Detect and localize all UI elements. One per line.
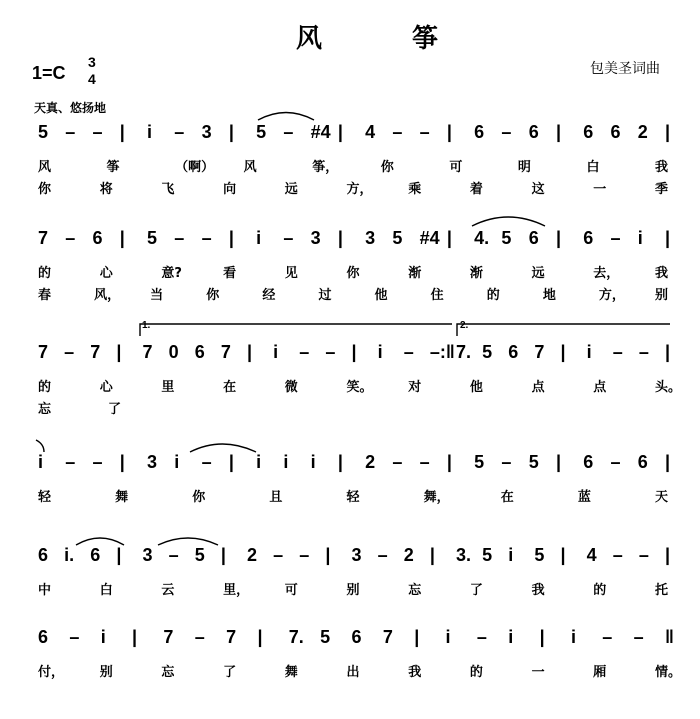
barline: | xyxy=(446,122,452,142)
composer-credit: 包美圣词曲 xyxy=(590,61,660,77)
barline: | xyxy=(228,452,234,472)
lyric-syllable: 你 xyxy=(380,160,394,175)
lyric-syllable: 付， xyxy=(38,665,65,680)
note: 5 xyxy=(482,545,493,565)
lyric-syllable: 舞 xyxy=(284,665,298,680)
note: 3 xyxy=(201,122,212,142)
note: – xyxy=(501,452,512,472)
lyric-syllable: 了 xyxy=(223,665,237,680)
note: 2 xyxy=(403,545,414,565)
barline: | xyxy=(539,627,545,647)
lyric-syllable: 在 xyxy=(500,490,514,505)
barline: | xyxy=(119,122,125,142)
note: 3 xyxy=(365,228,376,248)
tie-arc xyxy=(190,444,256,452)
lyric-syllable: 远 xyxy=(284,182,298,197)
note: – xyxy=(419,122,430,142)
lyric-syllable: 筝 xyxy=(106,160,120,175)
note: 3 xyxy=(351,545,362,565)
lyric-syllable: 向 xyxy=(223,182,237,197)
lyric-syllable: 微 xyxy=(284,380,298,395)
note: 7. xyxy=(456,342,472,362)
lyric-syllable: 在 xyxy=(223,380,237,395)
tie-arc xyxy=(76,538,124,545)
note: – xyxy=(610,452,621,472)
lyric-syllable: 的 xyxy=(38,380,52,395)
note: 7 xyxy=(226,627,237,647)
barline: | xyxy=(132,627,138,647)
note: – xyxy=(392,452,403,472)
lyric-syllable: 蓝 xyxy=(577,490,591,505)
note: 6 xyxy=(583,122,594,142)
tie-arc xyxy=(158,538,218,545)
lyric-syllable: 你 xyxy=(192,490,206,505)
barline: | xyxy=(446,228,452,248)
barline: –:‖ xyxy=(429,342,455,362)
lyric-syllable: 我 xyxy=(655,266,669,281)
note: 5 xyxy=(482,342,493,362)
note: i. xyxy=(64,545,75,565)
note: – xyxy=(299,545,310,565)
note: – xyxy=(283,228,294,248)
note: i xyxy=(147,122,153,142)
lyric-syllable: 舞， xyxy=(423,490,450,505)
note: – xyxy=(501,122,512,142)
lyric-syllable: 白 xyxy=(586,160,600,175)
meter-top: 3 xyxy=(88,54,96,70)
barline: | xyxy=(228,228,234,248)
lyric-syllable: 明 xyxy=(517,160,531,175)
note: 6 xyxy=(583,228,594,248)
lyric-syllable: 心 xyxy=(99,266,113,281)
note: – xyxy=(638,545,649,565)
note: – xyxy=(69,627,80,647)
barline: | xyxy=(228,122,234,142)
lyric-syllable: 方， xyxy=(598,288,625,303)
barline: ‖ xyxy=(665,627,674,647)
lyric-syllable: 筝， xyxy=(312,160,339,175)
note: – xyxy=(92,452,103,472)
lyric-syllable: 忘 xyxy=(161,665,175,680)
note: 6 xyxy=(583,452,594,472)
note: 6 xyxy=(194,342,205,362)
lyric-syllable: 对 xyxy=(408,380,422,395)
barline: | xyxy=(555,122,561,142)
note: – xyxy=(377,545,388,565)
lyric-syllable: 乘 xyxy=(408,182,422,197)
barline: | xyxy=(665,228,671,248)
volta-1-label: 1. xyxy=(142,320,151,331)
volta-bracket-1 xyxy=(140,324,452,336)
lyric-syllable: 轻 xyxy=(346,490,360,505)
barline: | xyxy=(337,122,343,142)
lyric-syllable: 里， xyxy=(223,583,250,598)
lyric-syllable: 我 xyxy=(531,583,545,598)
lyric-syllable: 风 xyxy=(243,160,257,175)
lyric-syllable: 住 xyxy=(430,288,444,303)
key-signature: 1=C xyxy=(32,63,66,83)
lyric-syllable: 里 xyxy=(161,380,175,395)
lyric-syllable: 的 xyxy=(38,266,52,281)
note: i xyxy=(570,627,576,647)
lyric-syllable: 你 xyxy=(38,182,52,197)
lyric-syllable: 着 xyxy=(469,182,483,197)
note: 6 xyxy=(90,545,101,565)
note: – xyxy=(273,545,284,565)
lyric-syllable: 我 xyxy=(655,160,669,175)
lyric-syllable: 笑。 xyxy=(346,380,373,395)
note: 6 xyxy=(38,545,49,565)
note: #4 xyxy=(419,228,440,248)
note: 6 xyxy=(637,452,648,472)
note: 5 xyxy=(256,122,267,142)
barline: | xyxy=(414,627,420,647)
barline: | xyxy=(560,342,566,362)
note: 5 xyxy=(194,545,205,565)
volta-2-label: 2. xyxy=(460,320,469,331)
lyric-syllable: 他 xyxy=(469,380,483,395)
note: 6 xyxy=(528,228,539,248)
note: 5 xyxy=(320,627,331,647)
barline: | xyxy=(665,122,671,142)
barline: | xyxy=(429,545,435,565)
note: i xyxy=(100,627,106,647)
tie-arc xyxy=(36,440,44,452)
note: 4 xyxy=(365,122,376,142)
lyric-syllable: 一 xyxy=(531,665,545,680)
lyric-syllable: 且 xyxy=(269,490,283,505)
note: – xyxy=(201,228,212,248)
note: 6 xyxy=(528,122,539,142)
note: – xyxy=(419,452,430,472)
lyric-syllable: 他 xyxy=(374,288,388,303)
lyric-syllable: 的 xyxy=(469,665,483,680)
note: 6 xyxy=(610,122,621,142)
note: 5 xyxy=(501,228,512,248)
volta-bracket-2 xyxy=(457,324,670,336)
note: – xyxy=(633,627,644,647)
barline: | xyxy=(337,452,343,472)
note: 3 xyxy=(310,228,321,248)
note: – xyxy=(612,342,623,362)
note: – xyxy=(65,452,76,472)
lyric-syllable: 飞 xyxy=(161,182,175,197)
lyric-syllable: 你 xyxy=(206,288,220,303)
lyric-syllable: 托 xyxy=(655,583,669,598)
lyric-syllable: 方， xyxy=(346,182,373,197)
note: i xyxy=(174,452,180,472)
barline: | xyxy=(555,452,561,472)
lyric-syllable: 忘 xyxy=(408,583,422,598)
note: 6 xyxy=(508,342,519,362)
note: 6 xyxy=(38,627,49,647)
note: i xyxy=(283,452,289,472)
note: 7 xyxy=(38,342,49,362)
barline: | xyxy=(116,342,122,362)
note: – xyxy=(638,342,649,362)
lyric-syllable: 这 xyxy=(531,182,545,197)
lyric-syllable: 春 xyxy=(38,288,52,303)
note: – xyxy=(64,342,75,362)
lyric-syllable: 别 xyxy=(346,583,360,598)
note: – xyxy=(92,122,103,142)
note: 5 xyxy=(392,228,403,248)
tie-arc xyxy=(472,217,545,226)
barline: | xyxy=(337,228,343,248)
note: – xyxy=(299,342,310,362)
lyric-syllable: 风， xyxy=(94,288,121,303)
note: – xyxy=(476,627,487,647)
note: 2 xyxy=(637,122,648,142)
note: – xyxy=(168,545,179,565)
note: i xyxy=(273,342,279,362)
lyric-syllable: 情。 xyxy=(655,665,682,680)
barline: | xyxy=(247,342,253,362)
barline: | xyxy=(257,627,263,647)
note: – xyxy=(602,627,613,647)
lyric-syllable: 的 xyxy=(593,583,607,598)
barline: | xyxy=(119,452,125,472)
barline: | xyxy=(555,228,561,248)
note: 4. xyxy=(474,228,490,248)
barline: | xyxy=(665,452,671,472)
note: i xyxy=(38,452,44,472)
note: 3. xyxy=(456,545,472,565)
lyric-syllable: 远 xyxy=(531,266,545,281)
song-title: 风 筝 xyxy=(296,24,471,54)
lyric-syllable: 舞 xyxy=(115,490,129,505)
note: 2 xyxy=(247,545,258,565)
lyric-syllable: 的 xyxy=(486,288,500,303)
note: 7 xyxy=(90,342,101,362)
lyric-syllable: 厢 xyxy=(593,665,607,680)
lyric-syllable: 你 xyxy=(346,266,360,281)
note: 7 xyxy=(382,627,393,647)
lyric-syllable: 可 xyxy=(284,583,298,598)
barline: | xyxy=(325,545,331,565)
note: – xyxy=(201,452,212,472)
note: 5 xyxy=(474,452,485,472)
lyric-syllable: 渐 xyxy=(469,266,483,281)
note: 3 xyxy=(142,545,153,565)
lyric-syllable: 白 xyxy=(99,583,113,598)
lyric-syllable: 一 xyxy=(593,182,607,197)
lyric-syllable: 风 xyxy=(38,160,52,175)
lyric-syllable: 地 xyxy=(542,288,556,303)
note: – xyxy=(194,627,205,647)
note: 5 xyxy=(147,228,158,248)
lyric-syllable: 别 xyxy=(99,665,113,680)
note: i xyxy=(586,342,592,362)
tie-arc xyxy=(258,113,314,121)
barline: | xyxy=(665,342,671,362)
barline: | xyxy=(119,228,125,248)
lyric-syllable: 了 xyxy=(108,402,122,417)
note: i xyxy=(445,627,451,647)
lyric-syllable: 见 xyxy=(284,266,298,281)
lyric-syllable: 经 xyxy=(262,288,276,303)
barline: | xyxy=(560,545,566,565)
note: 3 xyxy=(147,452,158,472)
note: 7 xyxy=(534,342,545,362)
note: i xyxy=(377,342,383,362)
note: 2 xyxy=(365,452,376,472)
note: – xyxy=(283,122,294,142)
lyric-syllable: 过 xyxy=(318,288,332,303)
barline: | xyxy=(116,545,122,565)
lyric-syllable: （啊） xyxy=(175,160,215,175)
note: 4 xyxy=(586,545,597,565)
note: i xyxy=(310,452,316,472)
lyric-syllable: 天 xyxy=(655,490,669,505)
note: – xyxy=(392,122,403,142)
lyric-syllable: 别 xyxy=(655,288,669,303)
note: i xyxy=(637,228,643,248)
lyric-syllable: 看 xyxy=(223,266,237,281)
lyric-syllable: 了 xyxy=(469,583,483,598)
lyric-syllable: 出 xyxy=(346,665,360,680)
lyric-syllable: 头。 xyxy=(655,380,682,395)
lyric-syllable: 忘 xyxy=(38,402,52,417)
barline: | xyxy=(220,545,226,565)
note: – xyxy=(65,228,76,248)
tempo-marking: 天真、悠扬地 xyxy=(34,101,107,115)
note: – xyxy=(65,122,76,142)
note: 5 xyxy=(528,452,539,472)
barline: | xyxy=(351,342,357,362)
note: 7 xyxy=(142,342,153,362)
lyric-syllable: 云 xyxy=(161,583,175,598)
note: 6 xyxy=(351,627,362,647)
barline: | xyxy=(665,545,671,565)
note: 5 xyxy=(534,545,545,565)
note: #4 xyxy=(310,122,331,142)
lyric-syllable: 我 xyxy=(408,665,422,680)
note: i xyxy=(256,452,262,472)
barline: | xyxy=(446,452,452,472)
note: – xyxy=(174,122,185,142)
lyric-syllable: 渐 xyxy=(408,266,422,281)
note: i xyxy=(508,545,514,565)
lyric-syllable: 点 xyxy=(531,380,545,395)
lyric-syllable: 意? xyxy=(161,266,182,281)
note: 7 xyxy=(220,342,231,362)
note: – xyxy=(612,545,623,565)
lyric-syllable: 去， xyxy=(593,266,620,281)
note: – xyxy=(325,342,336,362)
note: 7 xyxy=(38,228,49,248)
lyric-syllable: 季 xyxy=(655,182,669,197)
note: i xyxy=(256,228,262,248)
lyric-syllable: 轻 xyxy=(38,490,52,505)
note: 7 xyxy=(163,627,174,647)
note: – xyxy=(174,228,185,248)
lyric-syllable: 中 xyxy=(38,583,52,598)
note: 0 xyxy=(168,342,179,362)
note: 7. xyxy=(288,627,304,647)
note: 5 xyxy=(38,122,49,142)
note: 6 xyxy=(474,122,485,142)
lyric-syllable: 可 xyxy=(449,160,463,175)
note: – xyxy=(610,228,621,248)
lyric-syllable: 点 xyxy=(593,380,607,395)
lyric-syllable: 将 xyxy=(99,182,113,197)
lyric-syllable: 当 xyxy=(150,288,164,303)
note: i xyxy=(508,627,514,647)
meter-bottom: 4 xyxy=(88,71,96,87)
note: – xyxy=(403,342,414,362)
lyric-syllable: 心 xyxy=(99,380,113,395)
note: 6 xyxy=(92,228,103,248)
